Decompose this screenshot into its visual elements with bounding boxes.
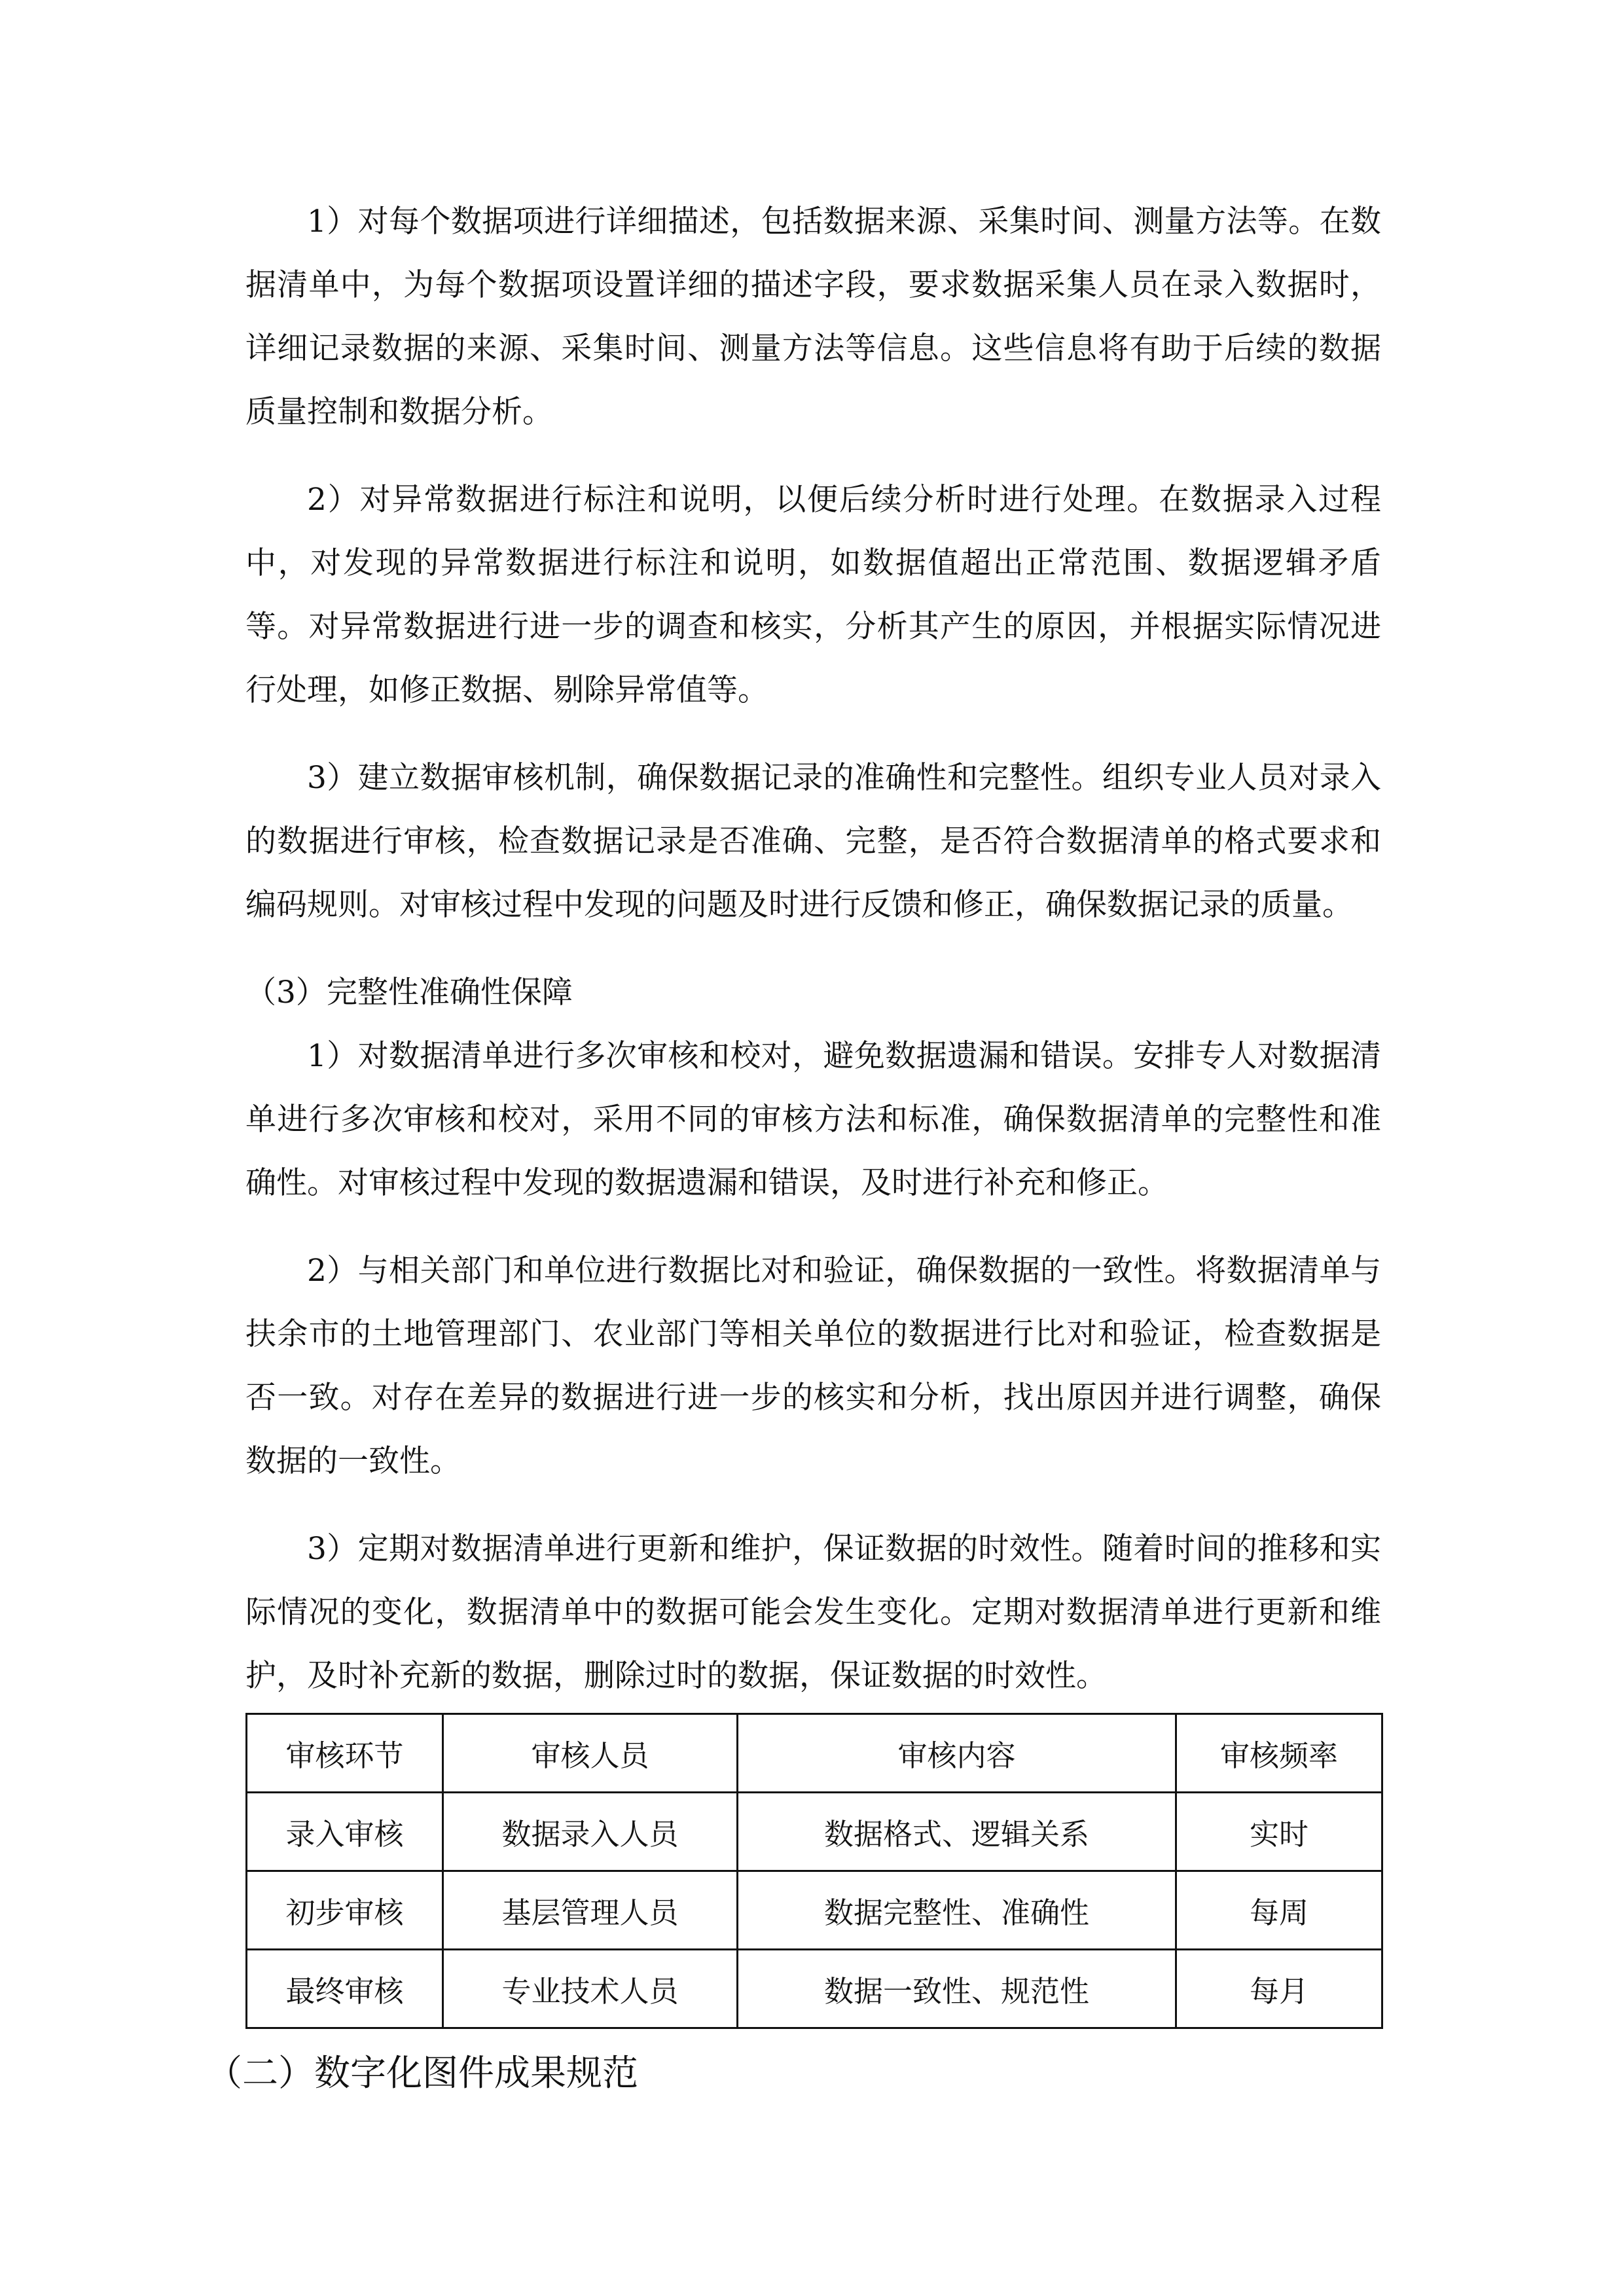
table-header-cell: 审核人员 xyxy=(443,1714,738,1793)
section-heading-digital-maps: （二）数字化图件成果规范 xyxy=(206,2052,639,2094)
paragraph-audit-mechanism: 3）建立数据审核机制，确保数据记录的准确性和完整性。组织专业人员对录入的数据进行审核，检查数据记录是否准确、完整，是否符合数据清单的格式要求和编码规则。对审核过程中发现的问题及时进行反馈和修正，确保数据记录的质量。 xyxy=(245,760,1381,923)
audit-table xyxy=(245,1713,1383,2029)
subsection-heading-integrity: （3）完整性准确性保障 xyxy=(245,975,573,1011)
table-cell: 基层管理人员 xyxy=(443,1871,738,1950)
table-cell: 每周 xyxy=(1176,1871,1382,1950)
table-cell: 实时 xyxy=(1176,1793,1382,1871)
table-row xyxy=(247,1871,1382,1950)
table-row xyxy=(247,1793,1382,1871)
paragraph-abnormal-data: 2）对异常数据进行标注和说明，以便后续分析时进行处理。在数据录入过程中，对发现的异常数据进行标注和说明，如数据值超出正常范围、数据逻辑矛盾等。对异常数据进行进一步的调查和核实，分析其产生的原因，并根据实际情况进行处理，如修正数据、剔除异常值等。 xyxy=(245,482,1381,708)
table-cell: 数据录入人员 xyxy=(443,1793,738,1871)
table-header-row xyxy=(247,1714,1382,1793)
table-cell: 数据完整性、准确性 xyxy=(738,1871,1176,1950)
table-cell: 数据一致性、规范性 xyxy=(738,1950,1176,2028)
table-cell: 每月 xyxy=(1176,1950,1382,2028)
table-cell: 最终审核 xyxy=(247,1950,443,2028)
table-cell: 数据格式、逻辑关系 xyxy=(738,1793,1176,1871)
table-cell: 录入审核 xyxy=(247,1793,443,1871)
document-page xyxy=(206,190,1381,2102)
paragraph-data-description: 1）对每个数据项进行详细描述，包括数据来源、采集时间、测量方法等。在数据清单中，为每个数据项设置详细的描述字段，要求数据采集人员在录入数据时，详细记录数据的来源、采集时间、测量方法等信息。这些信息将有助于后续的数据质量控制和数据分析。 xyxy=(245,204,1381,430)
table-cell: 专业技术人员 xyxy=(443,1950,738,2028)
table-header-cell: 审核频率 xyxy=(1176,1714,1382,1793)
table-header-cell: 审核内容 xyxy=(738,1714,1176,1793)
table-header-cell: 审核环节 xyxy=(247,1714,443,1793)
paragraph-periodic-update: 3）定期对数据清单进行更新和维护，保证数据的时效性。随着时间的推移和实际情况的变化，数据清单中的数据可能会发生变化。定期对数据清单进行更新和维护，及时补充新的数据，删除过时的数据，保证数据的时效性。 xyxy=(245,1531,1381,1694)
paragraph-multiple-review: 1）对数据清单进行多次审核和校对，避免数据遗漏和错误。安排专人对数据清单进行多次审核和校对，采用不同的审核方法和标准，确保数据清单的完整性和准确性。对审核过程中发现的数据遗漏和错误，及时进行补充和修正。 xyxy=(245,1038,1381,1201)
table-row xyxy=(247,1950,1382,2028)
table-cell: 初步审核 xyxy=(247,1871,443,1950)
paragraph-cross-validation: 2）与相关部门和单位进行数据比对和验证，确保数据的一致性。将数据清单与扶余市的土地管理部门、农业部门等相关单位的数据进行比对和验证，检查数据是否一致。对存在差异的数据进行进一步的核实和分析，找出原因并进行调整，确保数据的一致性。 xyxy=(245,1253,1381,1479)
